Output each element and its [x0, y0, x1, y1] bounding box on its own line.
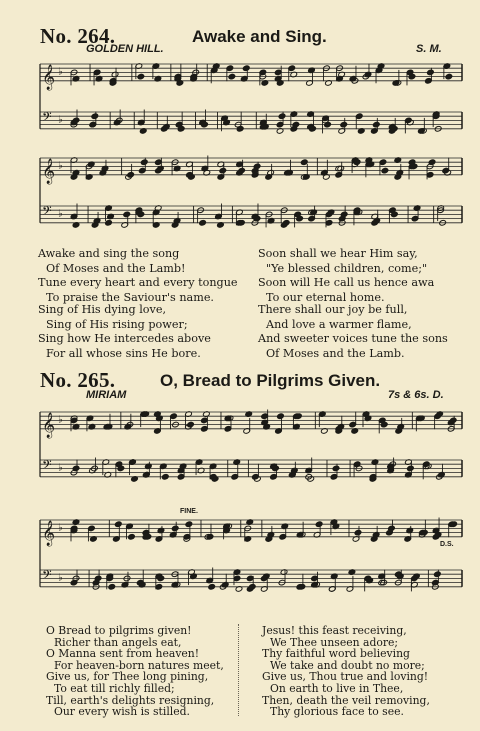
verse-line: Sing of His rising power;	[46, 317, 188, 331]
verse-line: Give us, Thou true and loving!	[262, 670, 429, 684]
verse-line: O Bread to pilgrims given!	[46, 624, 192, 637]
bass-clef: 𝄢	[42, 203, 52, 222]
hymn-265-verse-2	[262, 625, 430, 718]
verse-line: Soon shall we hear Him say,	[258, 247, 418, 260]
hymn-number: No. 264.	[40, 24, 116, 48]
treble-clef: 𝄞	[42, 520, 56, 546]
treble-staff	[40, 63, 462, 90]
treble-clef: 𝄞	[42, 158, 56, 184]
hymn-264-verse-1	[38, 247, 238, 305]
treble-staff	[40, 410, 462, 438]
verse-line: Give us, for Thee long pining,	[46, 670, 209, 684]
svg-text:♭: ♭	[58, 114, 63, 126]
svg-text:♭: ♭	[58, 414, 63, 426]
fine-marking: FINE.	[180, 508, 198, 515]
hymn-264-verse-3	[258, 247, 434, 305]
meter: S. M.	[416, 43, 442, 55]
bass-staff	[40, 567, 462, 592]
verse-line: And love a warmer flame,	[266, 317, 412, 331]
bass-clef: 𝄢	[42, 109, 52, 128]
verse-line: We Thee unseen adore;	[270, 635, 399, 649]
hymn-265-score-system-1	[0, 402, 480, 494]
verse-line: Jesus! this feast receiving,	[262, 624, 407, 637]
verse-line: Sing of His dying love,	[38, 303, 167, 316]
tune-name: GOLDEN HILL.	[86, 43, 164, 55]
verse-line: Richer than angels eat,	[54, 635, 182, 649]
svg-text:♭: ♭	[58, 522, 63, 534]
verse-line: For all whose sins He bore.	[46, 346, 201, 360]
bass-staff	[40, 457, 462, 482]
verse-line: To eat till richly filled;	[54, 681, 175, 695]
verse-line: Then, death the veil removing,	[262, 693, 430, 707]
verse-line: We take and doubt no more;	[270, 658, 425, 672]
svg-text:♭: ♭	[58, 208, 63, 220]
hymn-264-verse-2	[38, 303, 211, 361]
verse-line: There shall our joy be full,	[258, 303, 408, 316]
hymn-264-tune-line	[0, 43, 480, 57]
svg-text:♭: ♭	[58, 572, 63, 584]
treble-staff	[40, 156, 462, 184]
verse-line: Soon will He call us hence awa	[258, 276, 435, 290]
treble-clef: 𝄞	[42, 64, 56, 90]
hymn-title: Awake and Sing.	[192, 27, 327, 46]
hymn-title: O, Bread to Pilgrims Given.	[160, 371, 381, 390]
verse-line: Of Moses and the Lamb.	[266, 346, 405, 360]
hymn-265-verse-1	[46, 625, 224, 718]
verse-line: And sweeter voices tune the sons	[258, 332, 448, 346]
verse-line: Sing how He intercedes above	[38, 332, 211, 346]
svg-text:♭: ♭	[58, 66, 63, 78]
hymn-264-verse-4	[258, 303, 448, 361]
hymn-265-score-system-2	[0, 512, 480, 608]
verse-line: Tune every heart and every tongue	[38, 276, 238, 290]
verse-line: Thy glorious face to see.	[270, 705, 404, 719]
verse-line: To praise the Saviour's name.	[46, 290, 214, 304]
treble-clef: 𝄞	[42, 412, 56, 438]
verse-line: O Manna sent from heaven!	[46, 647, 200, 661]
ds-marking: D.S.	[440, 541, 454, 548]
svg-text:♭: ♭	[58, 160, 63, 172]
hymn-264-score-system-2	[0, 150, 480, 240]
treble-staff	[40, 518, 462, 546]
verse-line: On earth to live in Thee,	[270, 681, 404, 695]
verse-line: "Ye blessed children, come;"	[266, 261, 428, 275]
tune-name: MIRIAM	[86, 389, 127, 401]
hymn-number: No. 265.	[40, 368, 116, 392]
verse-line: Awake and sing the song	[38, 247, 180, 260]
verse-line: Our every wish is stilled.	[54, 705, 190, 719]
verse-line: To our eternal home.	[266, 290, 385, 304]
verse-line: Thy faithful word believing	[262, 647, 410, 661]
verse-line: For heaven-born natures meet,	[54, 658, 224, 672]
bass-staff	[40, 109, 462, 134]
meter: 7s & 6s. D.	[388, 389, 444, 401]
bass-clef: 𝄢	[42, 457, 52, 476]
bass-clef: 𝄢	[42, 567, 52, 586]
hymn-265-tune-line	[0, 389, 480, 403]
verse-line: Of Moses and the Lamb!	[46, 261, 186, 275]
bass-staff	[40, 203, 462, 228]
svg-text:♭: ♭	[58, 462, 63, 474]
column-divider	[238, 624, 239, 716]
verse-line: Till, earth's delights resigning,	[46, 693, 215, 707]
hymn-264-score-system-1	[0, 56, 480, 146]
